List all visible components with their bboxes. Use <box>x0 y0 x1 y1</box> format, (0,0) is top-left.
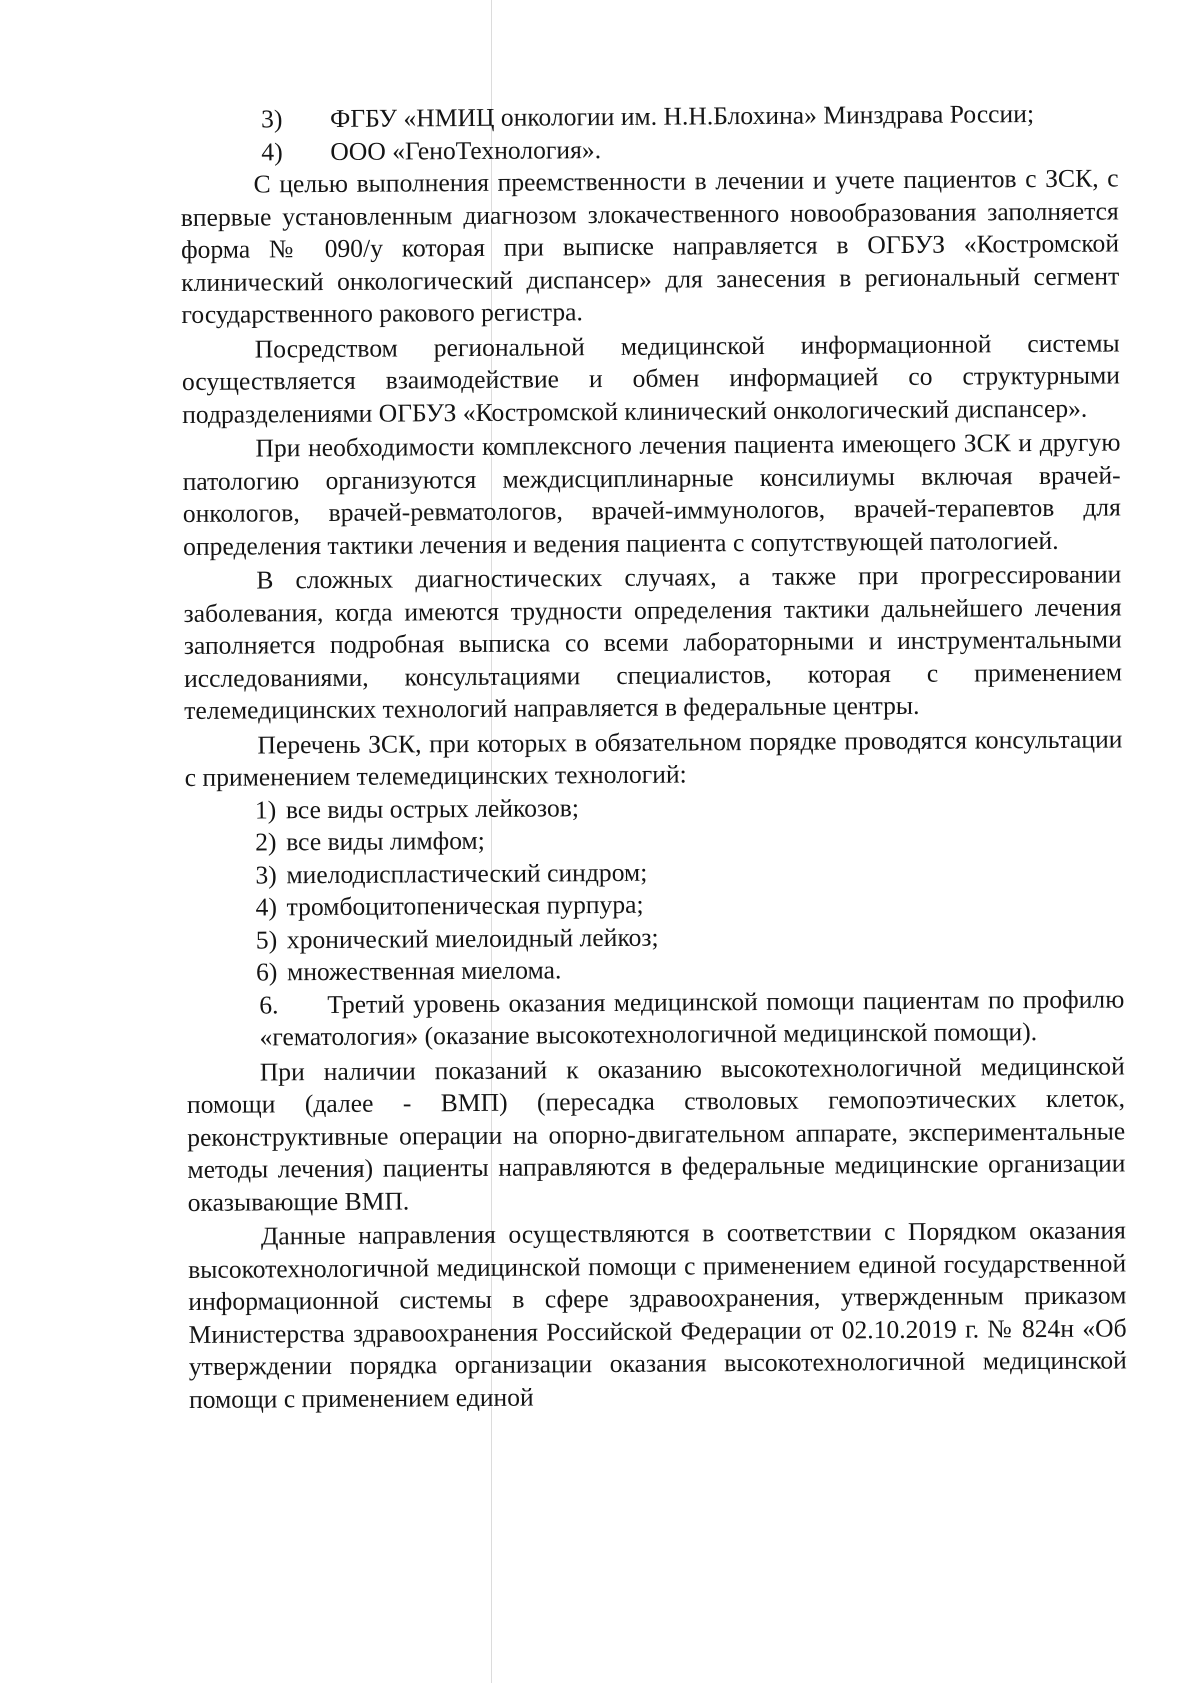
paragraph-vmp-order: Данные направления осуществляются в соответствии с Порядком оказания высокотехнологичной медицинской помощи с применением единой государственной информационной системы в сфере здравоохранения, утвержденным приказом Министерства здравоохранения Российской Федерации от 02.10.2019 г. № 824н «Об утверждении порядка организации оказания высокотехнологичной медицинской помощи с применением единой <box>188 1215 1127 1414</box>
paragraph-vmp-indications: При наличии показаний к оказанию высокотехнологичной медицинской помощи (далее - ВМП) (пересадка стволовых гемопоэтических клеток, реконструктивные операции на опорно-двигательном аппарате, экспериментальные методы лечения) пациенты направляются в федеральные медицинские организации оказывающие ВМП. <box>186 1050 1126 1217</box>
section-number: 6. <box>259 989 279 1019</box>
list-text: ООО «ГеноТехнология». <box>330 134 602 166</box>
document-body <box>180 97 1127 1416</box>
list-number: 3) <box>261 104 283 134</box>
paragraph-rmis: Посредством региональной медицинской информационной системы осуществляется взаимодействие и обмен информацией со структурными подразделениями ОГБУЗ «Костромской клинический онкологический диспансер». <box>181 327 1121 429</box>
paragraph-complex-cases: В сложных диагностических случаях, а также при прогрессировании заболевания, когда имеются трудности определения тактики дальнейшего лечения заполняется подробная выписка со всеми лабораторными и инструментальными исследованиями, консультациями специалистов, которая с применением телемедицинских технологий направляется в федеральные центры. <box>183 559 1123 725</box>
list-text: все виды острых лейкозов; <box>285 792 579 824</box>
list-text: все виды лимфом; <box>286 825 485 857</box>
paragraph-consilium: При необходимости комплексного лечения пациента имеющего ЗСК и другую патологию организуются междисциплинарные консилиумы включая врачей- онкологов, врачей-ревматологов, врачей-иммунологов, врачей-терапевтов для определения тактики лечения и ведения пациента с сопутствующей патологией. <box>182 427 1121 561</box>
paragraph-form-090u: С целью выполнения преемственности в лечении и учете пациентов с ЗСК, с впервые установленным диагнозом злокачественного новообразования заполняется форма № 090/у которая при выписке направляется в ОГБУЗ «Костромской клинический онкологический диспансер» для занесения в региональный сегмент государственного ракового регистра. <box>180 163 1120 329</box>
list-number: 2) <box>255 827 277 857</box>
list-number: 4) <box>255 892 278 922</box>
list-number: 1) <box>254 794 277 824</box>
list-number: 6) <box>255 957 278 987</box>
list-number: 4) <box>261 136 283 166</box>
list-number: 5) <box>255 924 278 954</box>
list-item <box>180 97 1118 136</box>
list-text: ФГБУ «НМИЦ онкологии им. Н.Н.Блохина» Минздрава России; <box>330 99 1035 133</box>
list-text: хронический миелоидный лейкоз; <box>286 922 659 954</box>
section-6-heading <box>186 983 1124 1055</box>
list-number: 3) <box>255 859 277 889</box>
section-title: Третий уровень оказания медицинской помощи пациентам по профилю «гематология» (оказание высокотехнологичной медицинской помощи). <box>259 983 1125 1052</box>
list-text: миелодиспластический синдром; <box>286 857 648 889</box>
list-text: множественная миелома. <box>286 955 562 987</box>
paragraph-list-intro: Перечень ЗСК, при которых в обязательном порядке проводятся консультации с применением телемедицинских технологий: <box>184 723 1123 792</box>
list-text: тромбоцитопеническая пурпура; <box>286 889 644 922</box>
